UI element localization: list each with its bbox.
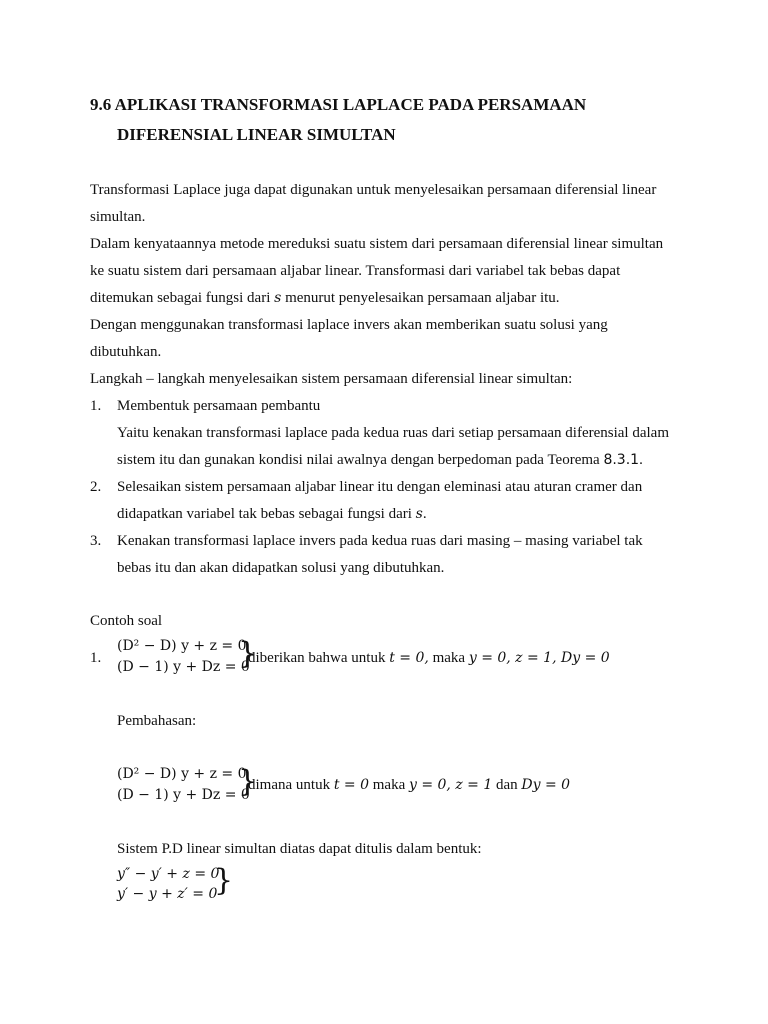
math-expression: t = 0, (389, 650, 429, 666)
math-expression: y = 0, z = 1 (408, 777, 493, 793)
theorem-reference: 8.3.1 (603, 452, 640, 468)
step-number: 2. (90, 479, 102, 495)
step-text: bebas itu dan akan didapatkan solusi yang dibutuhkan. (117, 560, 445, 576)
math-variable: s (274, 290, 282, 306)
paragraph-line: dibutuhkan. (90, 344, 162, 360)
section-title-line1: APLIKASI TRANSFORMASI LAPLACE PADA PERSAMAAN (114, 95, 587, 114)
math-variable: s (415, 506, 423, 522)
solution-condition (248, 777, 570, 794)
step-number: 3. (90, 533, 102, 549)
equation-line: (D − 1) y + Dz = 0 (117, 659, 250, 675)
equation-line: (D² − D) y + z = 0 (117, 766, 247, 782)
paragraph-line: Transformasi Laplace juga dapat digunakan untuk menyelesaikan persamaan diferensial linear (90, 182, 657, 198)
paragraph-text: menurut penyelesaikan persamaan aljabar itu. (281, 290, 560, 306)
paragraph-line: Langkah – langkah menyelesaikan sistem persamaan diferensial linear simultan: (90, 371, 573, 387)
step-text-part: . (422, 506, 427, 522)
condition-text: diberikan bahwa untuk (248, 650, 390, 666)
section-heading (90, 95, 586, 115)
step-text: Kenakan transformasi laplace invers pada kedua ruas dari masing – masing variabel tak (117, 533, 643, 549)
condition-text: dimana untuk (248, 777, 334, 793)
equation-line: y′ − y + z′ = 0 (117, 886, 218, 902)
math-expression: y = 0, z = 1, Dy = 0 (468, 650, 610, 666)
math-expression: Dy = 0 (521, 777, 571, 793)
step-text (117, 506, 427, 523)
step-text-part: didapatkan variabel tak bebas sebagai fungsi dari (117, 506, 416, 522)
paragraph-line: simultan. (90, 209, 146, 225)
curly-brace: } (238, 636, 258, 671)
paragraph-line: ke suatu sistem dari persamaan aljabar linear. Transformasi dari variabel tak bebas dapat (90, 263, 621, 279)
math-expression: t = 0 (333, 777, 369, 793)
solution-heading: Pembahasan: (117, 713, 197, 729)
paragraph-line: Dengan menggunakan transformasi laplace invers akan memberikan suatu solusi yang (90, 317, 608, 333)
curly-brace: } (214, 863, 234, 898)
step-text: Selesaikan sistem persamaan aljabar linear itu dengan eleminasi atau aturan cramer dan (117, 479, 643, 495)
equation-line: (D² − D) y + z = 0 (117, 638, 247, 654)
example-condition (248, 650, 610, 667)
step-text-part: sistem itu dan gunakan kondisi nilai awalnya dengan berpedoman pada Teorema (117, 452, 604, 468)
paragraph-text: ditemukan sebagai fungsi dari (90, 290, 275, 306)
equation-line: (D − 1) y + Dz = 0 (117, 787, 250, 803)
section-title-line2: DIFERENSIAL LINEAR SIMULTAN (117, 125, 396, 144)
condition-text: maka (369, 777, 409, 793)
condition-text: dan (492, 777, 522, 793)
section-number: 9.6 (90, 95, 112, 114)
step-text-part: . (639, 452, 643, 468)
example-number: 1. (90, 650, 102, 666)
condition-text: maka (428, 650, 469, 666)
step-number: 1. (90, 398, 102, 414)
step-text (117, 452, 643, 469)
paragraph-line: Dalam kenyataannya metode mereduksi suatu sistem dari persamaan diferensial linear simultan (90, 236, 664, 252)
example-heading: Contoh soal (90, 613, 163, 629)
step-text: Yaitu kenakan transformasi laplace pada kedua ruas dari setiap persamaan diferensial dalam (117, 425, 670, 441)
step-text: Membentuk persamaan pembantu (117, 398, 321, 414)
curly-brace: } (238, 764, 258, 799)
system-intro-text: Sistem P.D linear simultan diatas dapat ditulis dalam bentuk: (117, 841, 482, 857)
paragraph-line (90, 290, 560, 307)
equation-line: y″ − y′ + z = 0 (117, 866, 220, 882)
